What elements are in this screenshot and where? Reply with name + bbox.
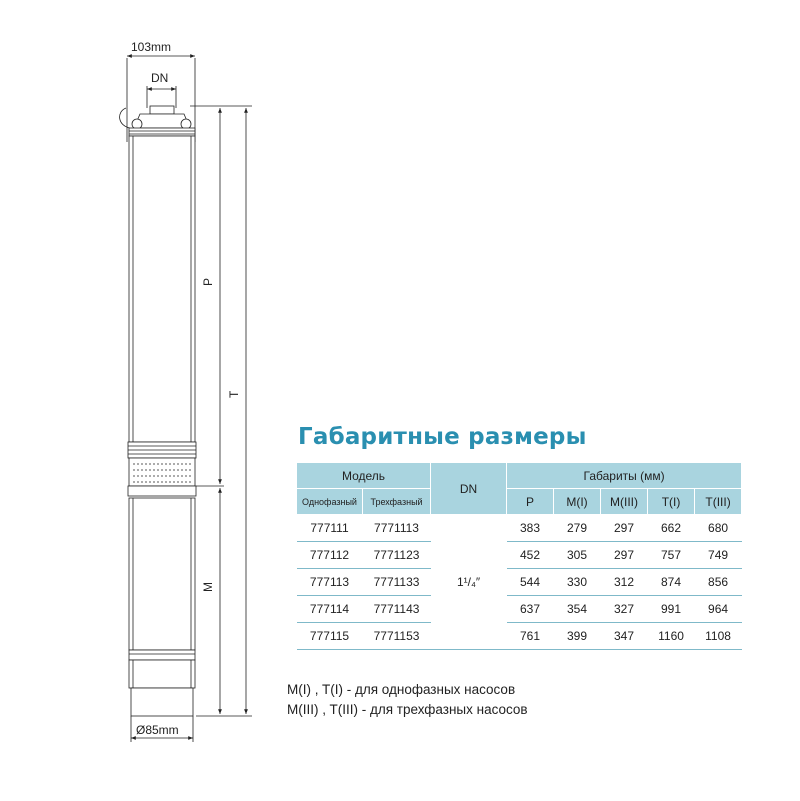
three-phase-model: 7771113: [363, 515, 431, 542]
p-value: 544: [507, 569, 554, 596]
m3-value: 312: [601, 569, 648, 596]
table-row: [297, 542, 742, 569]
t1-value: 991: [648, 596, 695, 623]
single-phase-header: Однофазный: [297, 489, 363, 515]
m1-value: 399: [554, 623, 601, 650]
table-row: [297, 569, 742, 596]
three-phase-model: 7771133: [363, 569, 431, 596]
section-title: Габаритные размеры: [298, 424, 587, 450]
single-phase-model: 777115: [297, 623, 363, 650]
t3-value: 749: [695, 542, 742, 569]
width-label: 103mm: [131, 40, 172, 54]
t1-value: 1160: [648, 623, 695, 650]
diameter-label: Ø85mm: [136, 723, 179, 737]
m1-value: 305: [554, 542, 601, 569]
note-three-phase: M(III) , T(III) - для трехфазных насосов: [287, 702, 528, 717]
t3-value: 680: [695, 515, 742, 542]
single-phase-model: 777114: [297, 596, 363, 623]
dn-value: 1¹/₄″: [431, 515, 507, 650]
dn-dimension: [147, 86, 176, 108]
pump-body: [128, 136, 196, 458]
m1-value: 279: [554, 515, 601, 542]
col-header-t1: T(I): [648, 489, 695, 515]
model-header: Модель: [297, 463, 431, 489]
vertical-dimensions: [190, 106, 252, 716]
t1-value: 662: [648, 515, 695, 542]
dimensions-header: Габариты (мм): [507, 463, 742, 489]
col-header-p: P: [507, 489, 554, 515]
motor-body: [128, 486, 196, 716]
table-row: [297, 623, 742, 650]
dn-header: DN: [431, 463, 507, 515]
three-phase-model: 7771153: [363, 623, 431, 650]
m-label: M: [201, 582, 215, 592]
t3-value: 856: [695, 569, 742, 596]
p-value: 637: [507, 596, 554, 623]
single-phase-model: 777112: [297, 542, 363, 569]
p-value: 383: [507, 515, 554, 542]
intake-screen: [129, 458, 195, 486]
m3-value: 297: [601, 515, 648, 542]
table-row: [297, 596, 742, 623]
p-value: 761: [507, 623, 554, 650]
m1-value: 330: [554, 569, 601, 596]
m1-value: 354: [554, 596, 601, 623]
t-label: T: [227, 390, 241, 398]
p-label: P: [201, 277, 215, 286]
pump-head: [120, 106, 195, 136]
three-phase-model: 7771123: [363, 542, 431, 569]
table-row: [297, 515, 742, 542]
dimensions-table: [296, 462, 742, 650]
three-phase-header: Трехфазный: [363, 489, 431, 515]
note-single-phase: M(I) , T(I) - для однофазных насосов: [287, 682, 516, 697]
dn-label: DN: [151, 71, 169, 85]
col-header-t3: T(III): [695, 489, 742, 515]
m3-value: 347: [601, 623, 648, 650]
t1-value: 874: [648, 569, 695, 596]
single-phase-model: 777113: [297, 569, 363, 596]
p-value: 452: [507, 542, 554, 569]
col-header-m1: M(I): [554, 489, 601, 515]
t1-value: 757: [648, 542, 695, 569]
m3-value: 297: [601, 542, 648, 569]
t3-value: 964: [695, 596, 742, 623]
t3-value: 1108: [695, 623, 742, 650]
three-phase-model: 7771143: [363, 596, 431, 623]
m3-value: 327: [601, 596, 648, 623]
single-phase-model: 777111: [297, 515, 363, 542]
col-header-m3: M(III): [601, 489, 648, 515]
